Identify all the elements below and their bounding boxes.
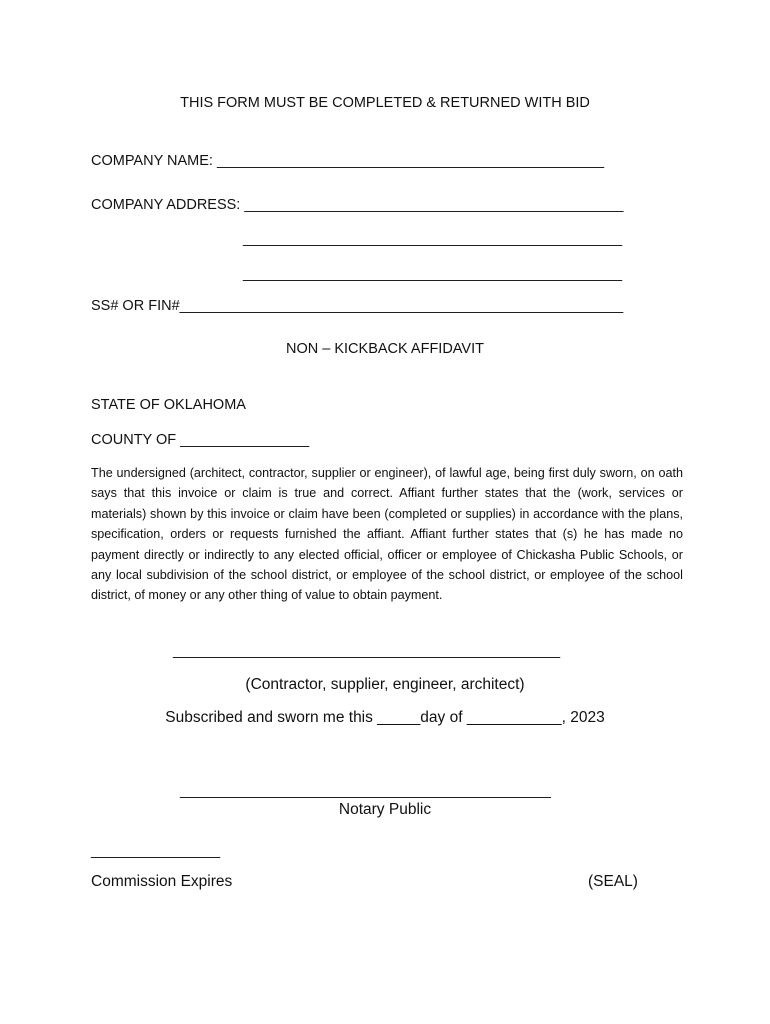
contractor-signature-caption: (Contractor, supplier, engineer, architect) (245, 676, 525, 693)
company-address-line-2: _______________________________________________ (243, 231, 623, 247)
company-address-line-3: _______________________________________________ (243, 266, 623, 282)
commission-expires-line: ________________ (91, 843, 221, 859)
contractor-signature-line: ________________________________________________ (173, 643, 561, 659)
subscribed-sworn-line: Subscribed and sworn me this _____day of ___________, 2023 (165, 709, 605, 726)
affidavit-body-text: The undersigned (architect, contractor, supplier or engineer), of lawful age, being first duly sworn, on oath says that this invoice or claim is true and correct. Affiant further states that the (work, services or materials) shown by this invoice or claim have been (completed or supplies) in accordance with the plans, specification, orders or requests furnished the affiant. Affiant further states that (s) he has made no payment directly or indirectly to any elected official, officer or employee of Chickasha Public Schools, or any local subdivision of the school district, or employee of the school district, or employee of the school district, of money or any other thing of value to obtain payment. (91, 466, 683, 603)
seal-label: (SEAL) (588, 873, 638, 890)
county-field: COUNTY OF ________________ (91, 432, 310, 448)
notary-public-label: Notary Public (338, 801, 432, 818)
commission-expires-label: Commission Expires (91, 873, 233, 890)
ss-fin-field: SS# OR FIN#_______________________________________________________ (91, 298, 624, 314)
company-address-field: COMPANY ADDRESS: _______________________________________________ (91, 197, 624, 213)
company-name-field: COMPANY NAME: ________________________________________________ (91, 153, 605, 169)
notary-signature-line: ______________________________________________ (180, 783, 551, 799)
state-label: STATE OF OKLAHOMA (91, 397, 246, 413)
form-instruction-title: THIS FORM MUST BE COMPLETED & RETURNED WITH BID (180, 95, 590, 111)
affidavit-heading: NON – KICKBACK AFFIDAVIT (286, 341, 484, 357)
